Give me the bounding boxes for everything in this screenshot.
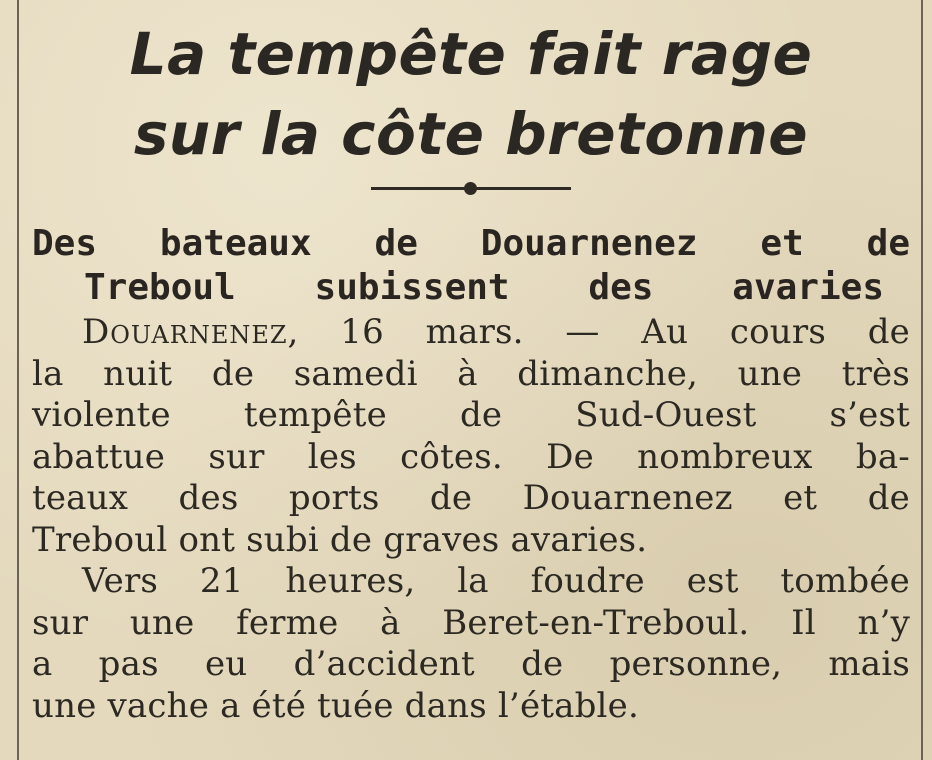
column-rule-right	[921, 0, 923, 760]
paragraph-2-line-2: sur une ferme à Beret-en-Treboul. Il n’y	[32, 602, 910, 643]
paragraph-1-line-4: abattue sur les côtes. De nombreux ba-	[32, 436, 910, 477]
paragraph-1-line-5: teaux des ports de Douarnenez et de	[32, 478, 910, 518]
paragraph-2	[32, 561, 910, 727]
subheadline-line-1: Des bateaux de Douarnenez et de	[32, 223, 910, 264]
divider-dot-icon	[464, 182, 477, 195]
paragraph-1-line-1	[32, 312, 910, 354]
article-body	[32, 312, 910, 727]
paragraph-1-line-3: violente tempête de Sud-Ouest s’est	[32, 395, 910, 435]
headline	[32, 14, 910, 174]
paragraph-1	[32, 312, 910, 561]
dateline-place: Douarnenez	[82, 312, 288, 352]
paragraph-1-line-6: Treboul ont subi de graves avaries.	[32, 519, 648, 560]
headline-line-1: La tempête fait rage	[129, 20, 813, 88]
dateline-rest: , 16 mars. — Au cours de	[287, 312, 910, 352]
headline-line-2: sur la côte bretonne	[133, 100, 809, 168]
article	[32, 14, 910, 727]
column-rule-left	[17, 0, 19, 760]
subheadline	[32, 222, 910, 310]
ornament-divider	[371, 182, 571, 196]
paragraph-1-line-2: la nuit de samedi à dimanche, une très	[32, 353, 910, 394]
paragraph-2-line-1: Vers 21 heures, la foudre est tombée	[82, 561, 910, 601]
paragraph-2-line-3: a pas eu d’accident de personne, mais	[32, 644, 910, 684]
subheadline-line-2: Treboul subissent des avaries	[84, 267, 884, 308]
paragraph-2-line-4: une vache a été tuée dans l’étable.	[32, 685, 639, 726]
